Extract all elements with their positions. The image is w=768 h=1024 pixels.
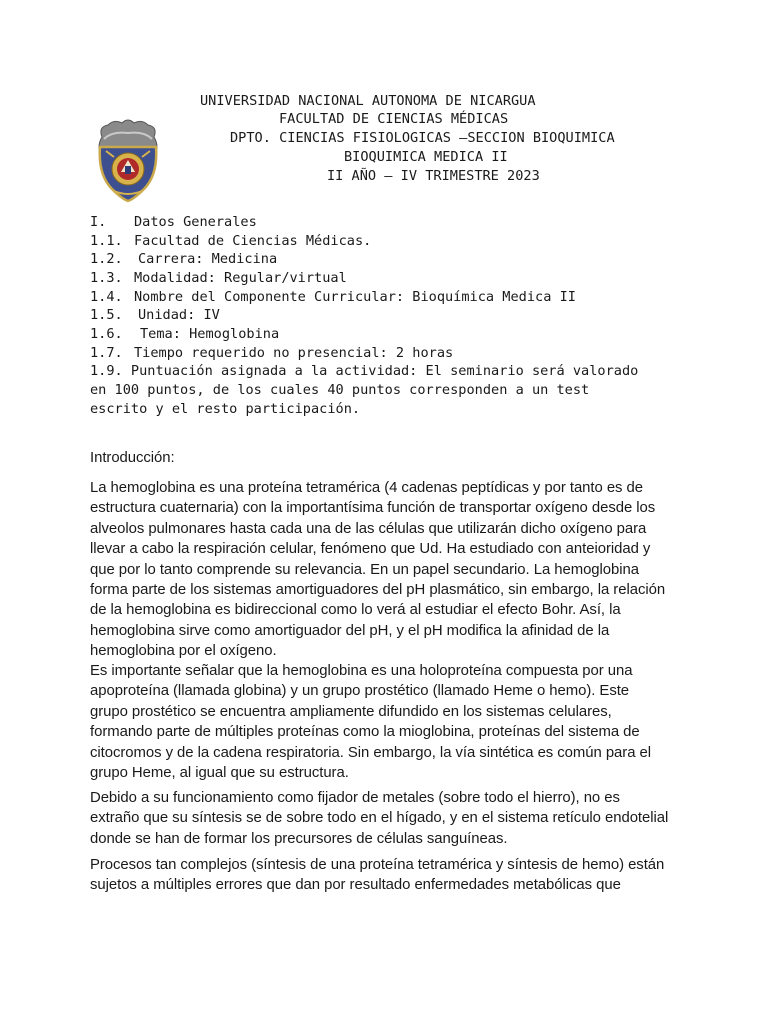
intro-paragraph: Es importante señalar que la hemoglobina es una holoproteína compuesta por una apoproteína (llamada globina) y un grupo prostético (llamado Heme o hemo). Este grupo prostético se encuentra ampliamente difundido en los sistemas celulares, formando parte de múltiples proteínas como la mioglobina, proteínas del sistema de citocromos y de la cadena respiratoria. Sin embargo, la vía sintética es común para el grupo Heme, al igual que su estructura.	[90, 663, 651, 782]
item-text: Unidad: IV	[138, 307, 220, 324]
introduction-heading: Introducción:	[90, 450, 175, 466]
item-number: 1.6.	[90, 326, 123, 343]
item-number: 1.5.	[90, 307, 123, 324]
intro-paragraph: Procesos tan complejos (síntesis de una proteína tetramérica y síntesis de hemo) están sujetos a múltiples errores que dan por resultado enfermedades metabólicas que	[90, 857, 665, 894]
score-item: 1.9. Puntuación asignada a la actividad: El seminario será valorado en 100 puntos, de los cuales 40 puntos corresponden a un test escrito y el resto participación.	[90, 363, 639, 417]
item-number: 1.7.	[90, 344, 123, 361]
list-item	[90, 269, 650, 288]
item-text: Facultad de Ciencias Médicas.	[134, 232, 372, 249]
list-item	[90, 232, 650, 251]
item-text: Datos Generales	[134, 214, 257, 230]
item-text: Tema: Hemoglobina	[140, 326, 280, 343]
item-text: Modalidad: Regular/virtual	[134, 270, 347, 287]
item-text: Tiempo requerido no presencial: 2 horas	[134, 344, 454, 361]
item-text: Carrera: Medicina	[138, 251, 278, 268]
item-number: 1.2.	[90, 251, 123, 268]
item-text: Nombre del Componente Curricular: Bioquímica Medica II	[134, 288, 576, 305]
item-number: 1.4.	[90, 288, 123, 305]
list-item	[90, 288, 650, 307]
intro-paragraph: La hemoglobina es una proteína tetramérica (4 cadenas peptídicas y por tanto es de estructura cuaternaria) con la importantísima función de transportar oxígeno desde los alveolos pulmonares hasta cada una de las células que utilizarán dicho oxígeno para llevar a cabo la respiración celular, fenómeno que Ud. Ha estudiado con anteioridad y que por lo tanto comprende su relevancia. En un papel secundario. La hemoglobina forma parte de los sistemas amortiguadores del pH plasmático, sin embargo, la relación de la hemoglobina es bidireccional como lo verá al estudiar el efecto Bohr. Así, la hemoglobina sirve como amortiguador del pH, y el pH modifica la afinidad de la hemoglobina por el oxígeno.	[90, 480, 666, 660]
faculty-name: FACULTAD DE CIENCIAS MÉDICAS	[279, 111, 509, 127]
item-number: 1.1.	[90, 232, 123, 249]
list-item	[90, 213, 650, 232]
general-data-list	[90, 213, 650, 363]
department-name: DPTO. CIENCIAS FISIOLOGICAS –SECCION BIOQUIMICA	[230, 130, 615, 146]
list-item	[90, 306, 650, 325]
item-number: 1.3.	[90, 270, 123, 287]
university-seal-logo	[94, 117, 162, 203]
course-name: BIOQUIMICA MEDICA II	[344, 149, 508, 165]
list-item	[90, 250, 650, 269]
university-name: UNIVERSIDAD NACIONAL AUTONOMA DE NICARGUA	[200, 93, 536, 109]
intro-paragraph: Debido a su funcionamiento como fijador de metales (sobre todo el hierro), no es extraño que su síntesis se de sobre todo en el hígado, y en el sistema retículo endotelial donde se han de formar los precursores de células sanguíneas.	[90, 790, 669, 847]
term-label: II AÑO – IV TRIMESTRE 2023	[327, 168, 540, 184]
list-item	[90, 325, 650, 344]
item-number: I.	[90, 214, 107, 230]
list-item	[90, 344, 650, 363]
